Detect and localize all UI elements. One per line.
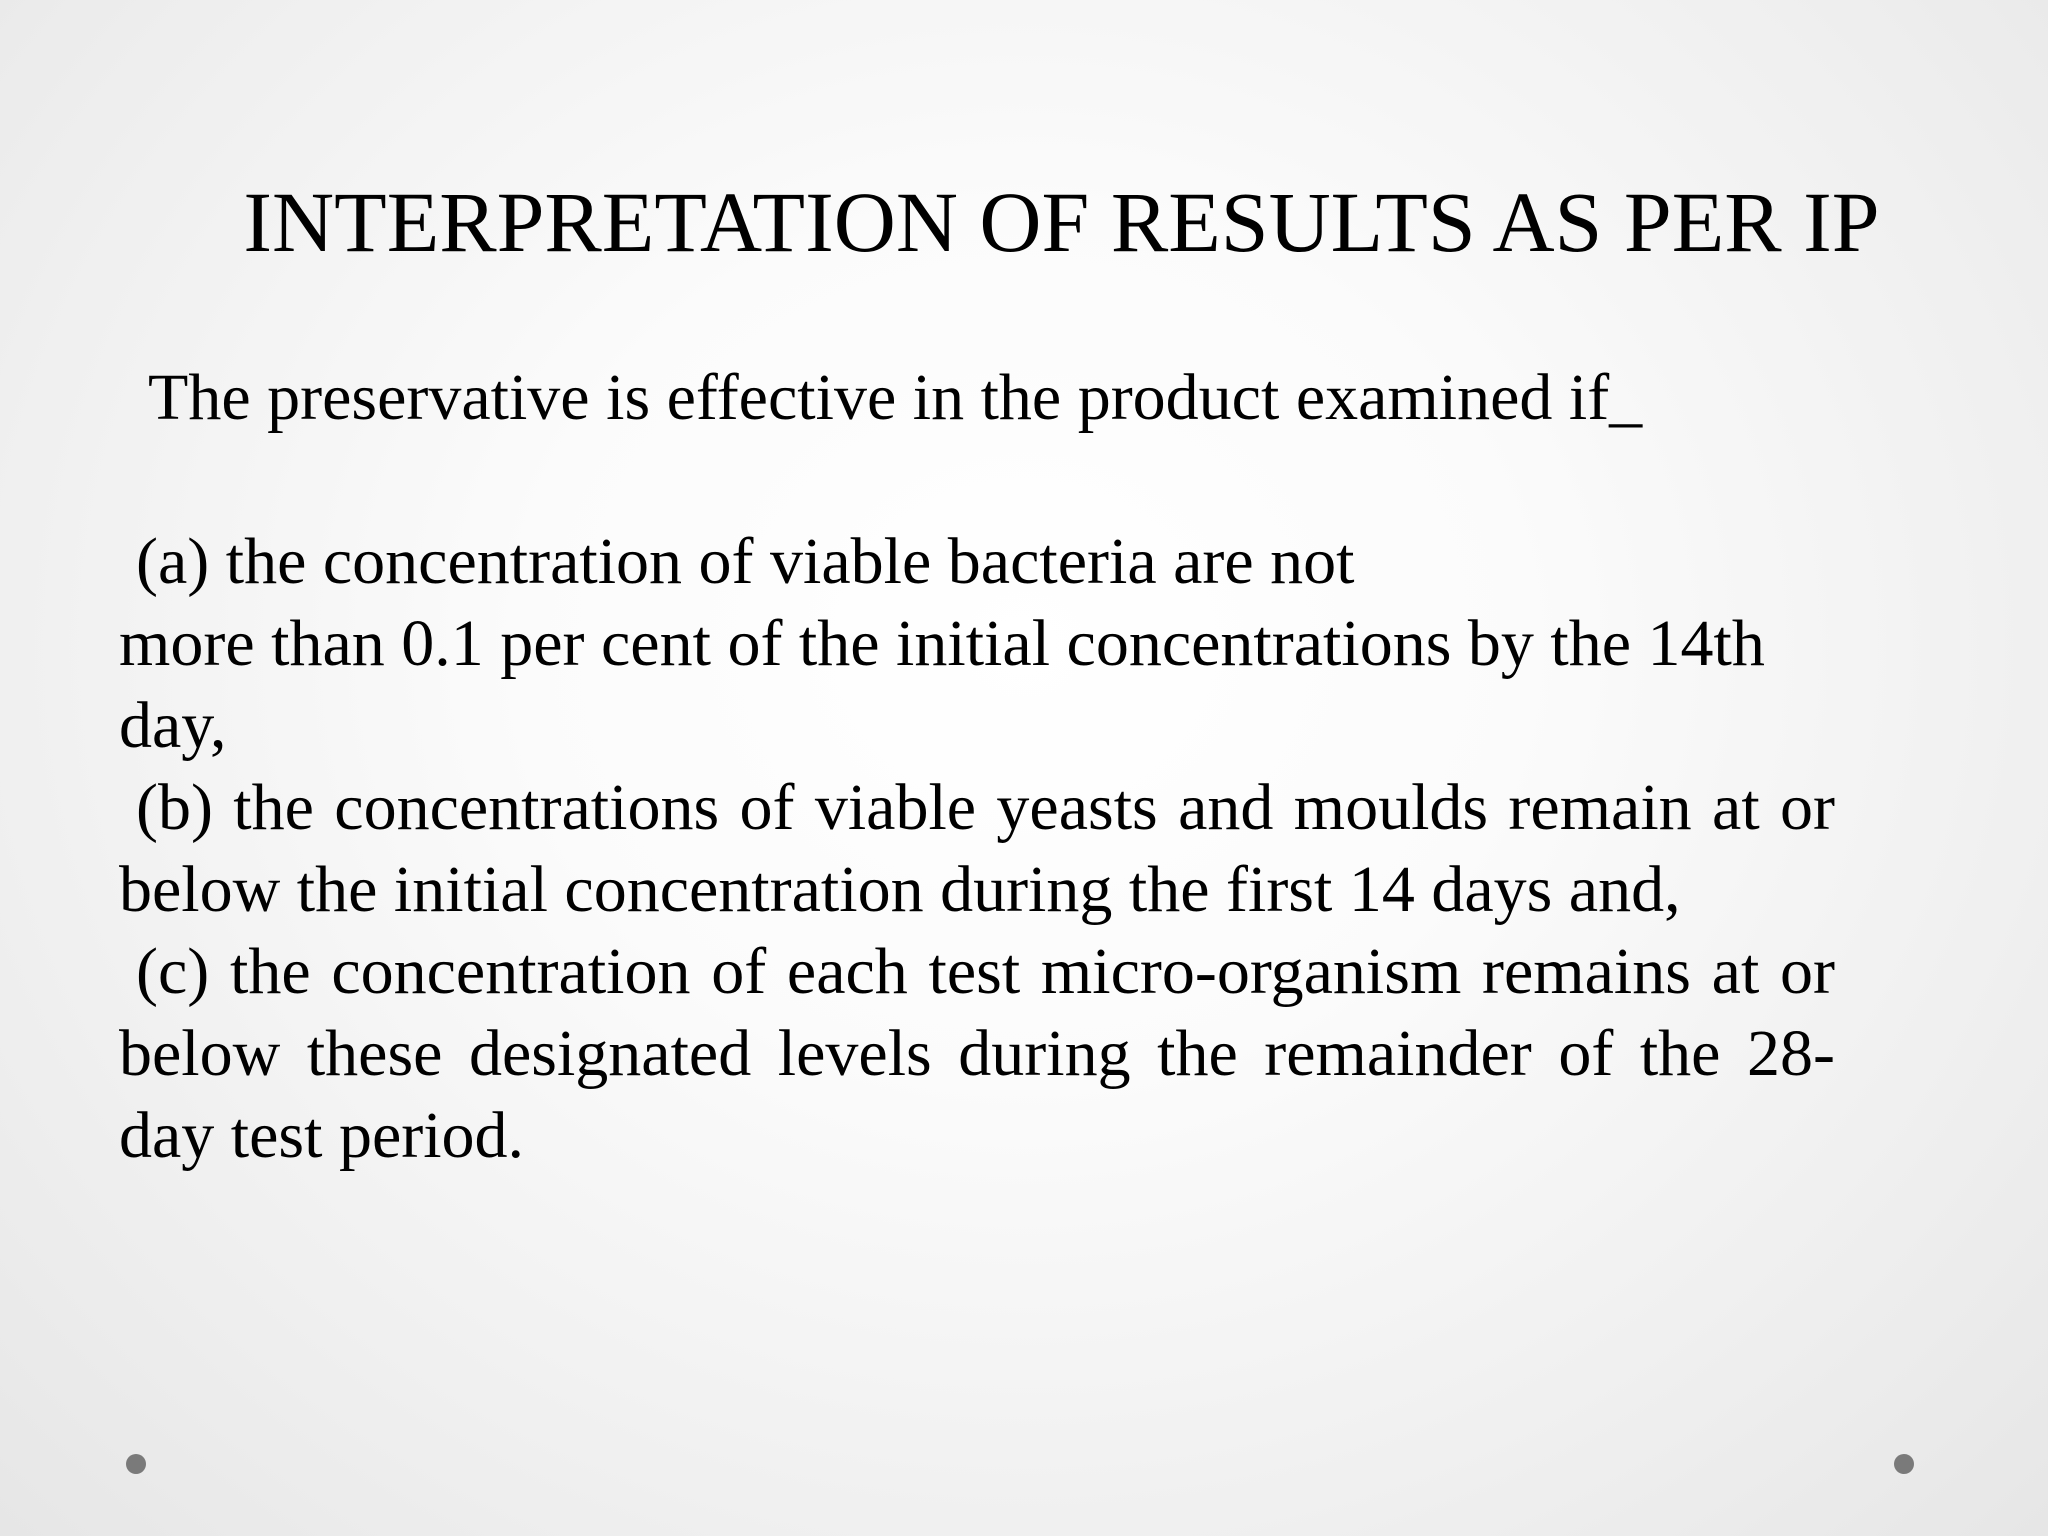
left-dot-ornament [126, 1454, 146, 1474]
criterion-b [119, 767, 1835, 931]
criterion-a-rest: more than 0.1 per cent of the initial concentrations by the 14th day, [119, 607, 1765, 762]
criterion-c-rest: or below these designated levels during the remainder of the 28-day test period. [119, 935, 1836, 1172]
criterion-a-lead: (a) the concentration of viable bacteria are not [136, 525, 1355, 598]
criterion-a [119, 521, 1835, 767]
slide-title: INTERPRETATION OF RESULTS AS PER IP [243, 174, 1880, 270]
criterion-b-lead: (b) the concentrations of viable yeasts and moulds remain at [136, 771, 1760, 844]
criterion-c [119, 931, 1835, 1177]
criterion-c-lead: (c) the concentration of each test micro-organism remains at [136, 935, 1760, 1008]
criterion-b-rest: or below the initial concentration during the first 14 days and, [119, 771, 1836, 926]
slide-intro: The preservative is effective in the product examined if_ [148, 361, 1643, 434]
criteria-list [119, 521, 1835, 1177]
right-dot-ornament [1894, 1454, 1914, 1474]
